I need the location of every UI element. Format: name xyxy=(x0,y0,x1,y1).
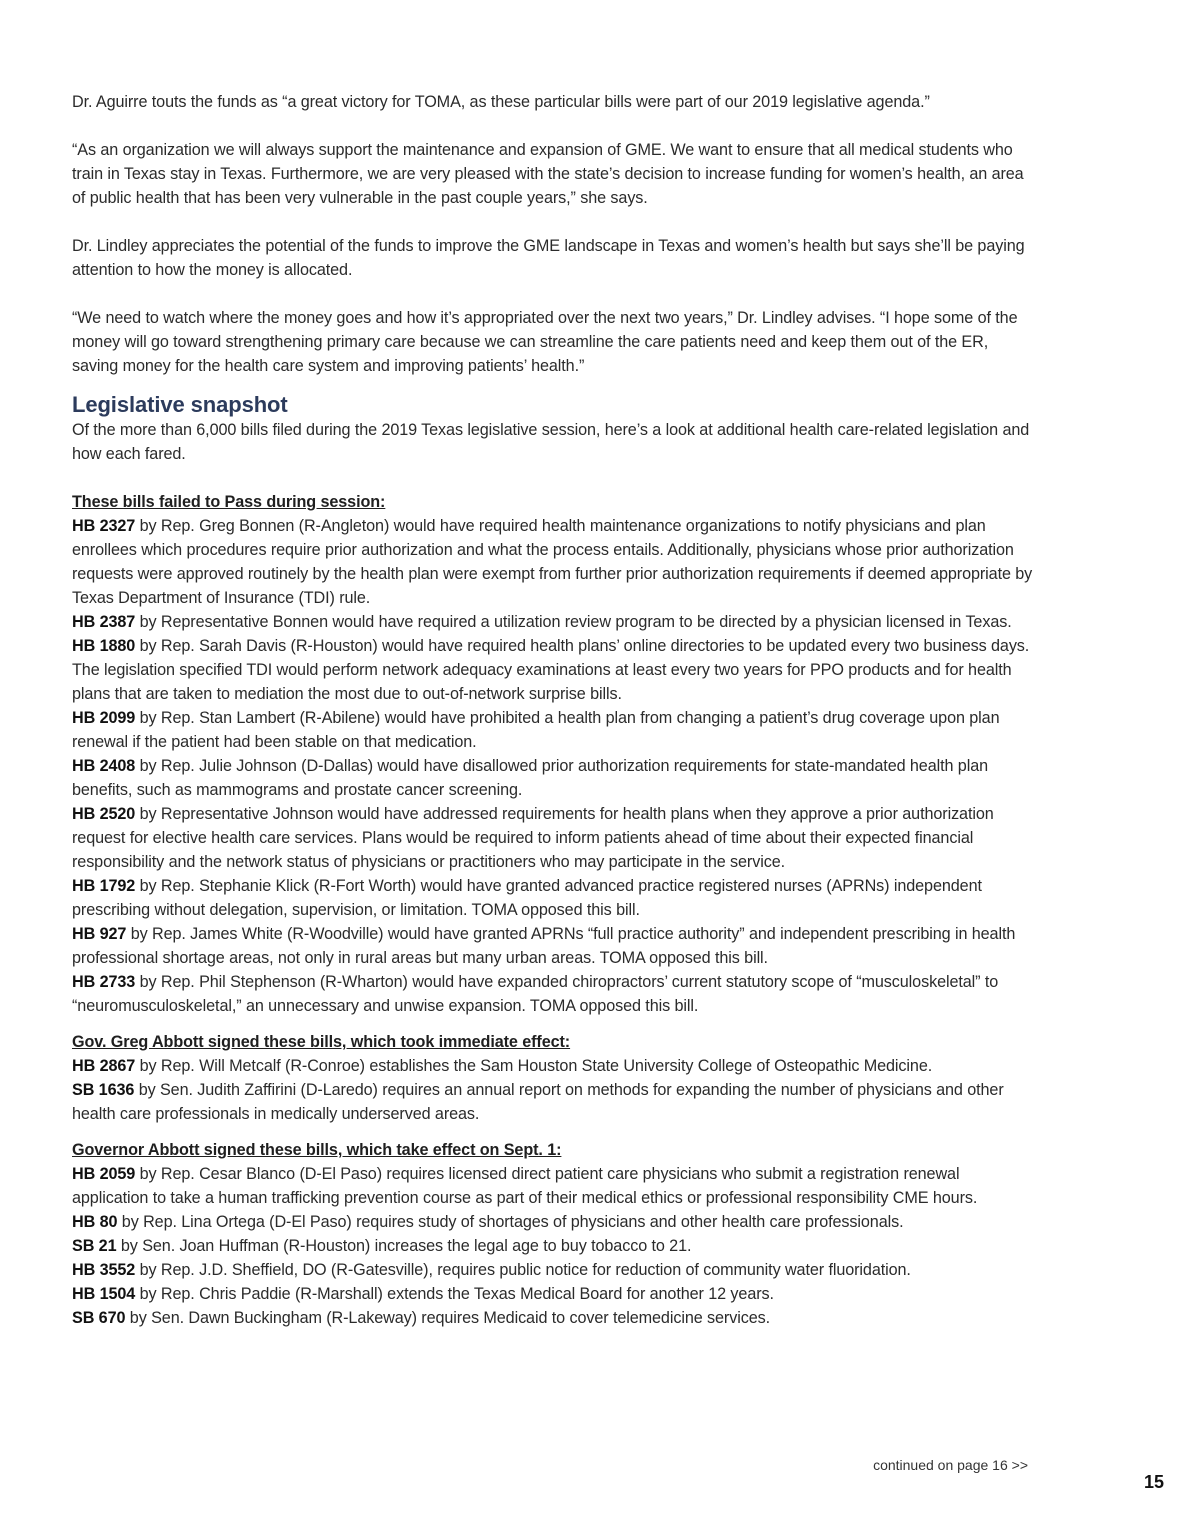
bill-description: by Rep. Lina Ortega (D-El Paso) requires study of shortages of physicians and other health care professionals. xyxy=(117,1213,904,1231)
bill-id: HB 2408 xyxy=(72,757,136,775)
bill-entry xyxy=(72,1054,1034,1078)
bill-description: by Rep. James White (R-Woodville) would have granted APRNs “full practice authority” and independent prescribing in health professional shortage areas, not only in rural areas but many urban areas. TOMA opposed this bill. xyxy=(72,925,1016,967)
bill-id: SB 21 xyxy=(72,1237,117,1255)
bill-description: by Rep. Stephanie Klick (R-Fort Worth) would have granted advanced practice registered nurses (APRNs) independent prescribing without delegation, supervision, or limitation. TOMA opposed this bill. xyxy=(72,877,982,919)
bill-id: HB 2520 xyxy=(72,805,136,823)
paragraph: Dr. Aguirre touts the funds as “a great victory for TOMA, as these particular bills were part of our 2019 legislative agenda.” xyxy=(72,93,930,111)
paragraph: “We need to watch where the money goes and how it’s appropriated over the next two years,” Dr. Lindley advises. “I hope some of the money will go toward strengthening primary care because we can streamline the care patients need and keep them out of the ER, saving money for the health care system and improving patients’ health.” xyxy=(72,309,1018,375)
bill-entry xyxy=(72,514,1034,610)
bill-entry xyxy=(72,874,1034,922)
group-heading-failed: These bills failed to Pass during session: xyxy=(72,493,386,511)
bill-id: HB 2867 xyxy=(72,1057,136,1075)
bill-description: by Rep. J.D. Sheffield, DO (R-Gatesville), requires public notice for reduction of community water fluoridation. xyxy=(135,1261,911,1279)
bill-id: HB 2059 xyxy=(72,1165,136,1183)
bill-description: by Representative Johnson would have addressed requirements for health plans when they approve a prior authorization request for elective health care services. Plans would be required to inform patients ahead of time about their expected financial responsibility and the network status of physicians or practitioners who may participate in the service. xyxy=(72,805,994,871)
bill-entry xyxy=(72,1210,1034,1234)
bill-id: HB 1880 xyxy=(72,637,136,655)
failed-bills-section xyxy=(72,490,1034,1018)
bill-entry xyxy=(72,1282,1034,1306)
bill-description: by Sen. Judith Zaffirini (D-Laredo) requires an annual report on methods for expanding the number of physicians and other health care professionals in medically underserved areas. xyxy=(72,1081,1004,1123)
bill-description: by Rep. Chris Paddie (R-Marshall) extends the Texas Medical Board for another 12 years. xyxy=(135,1285,774,1303)
bill-entry xyxy=(72,706,1034,754)
bill-id: HB 2099 xyxy=(72,709,136,727)
sept-bills-section xyxy=(72,1138,1034,1330)
section-intro: Of the more than 6,000 bills filed during the 2019 Texas legislative session, here’s a look at additional health care-related legislation and how each fared. xyxy=(72,421,1030,463)
bill-entry xyxy=(72,1234,1034,1258)
immediate-bills-section xyxy=(72,1030,1034,1126)
bill-id: HB 80 xyxy=(72,1213,118,1231)
bill-description: by Rep. Greg Bonnen (R-Angleton) would have required health maintenance organizations to notify physicians and plan enrollees which procedures require prior authorization and what the process entails. Additionally, physicians whose prior authorization requests were approved routinely by the health plan were exempt from further prior authorization requirements if deemed appropriate by Texas Department of Insurance (TDI) rule. xyxy=(72,517,1033,607)
bill-description: by Representative Bonnen would have required a utilization review program to be directed by a physician licensed in Texas. xyxy=(135,613,1012,631)
article-body xyxy=(72,90,1034,1330)
bill-list xyxy=(72,1054,1034,1126)
bill-id: HB 2733 xyxy=(72,973,136,991)
bill-description: by Rep. Will Metcalf (R-Conroe) establishes the Sam Houston State University College of Osteopathic Medicine. xyxy=(135,1057,933,1075)
page-number: 15 xyxy=(1143,1472,1164,1492)
bill-entry xyxy=(72,1162,1034,1210)
bill-description: by Rep. Sarah Davis (R-Houston) would have required health plans’ online directories to be updated every two business days. The legislation specified TDI would perform network adequacy examinations at least every two years for PPO products and for health plans that are taken to mediation the most due to out-of-network surprise bills. xyxy=(72,637,1030,703)
bill-list xyxy=(72,1162,1034,1330)
bill-description: by Rep. Stan Lambert (R-Abilene) would have prohibited a health plan from changing a patient’s drug coverage upon plan renewal if the patient had been stable on that medication. xyxy=(72,709,1000,751)
bill-entry xyxy=(72,970,1034,1018)
bill-id: SB 1636 xyxy=(72,1081,135,1099)
bill-id: HB 927 xyxy=(72,925,127,943)
bill-id: HB 1792 xyxy=(72,877,136,895)
bill-entry xyxy=(72,1306,1034,1330)
bill-entry xyxy=(72,1258,1034,1282)
bill-id: HB 2327 xyxy=(72,517,136,535)
bill-id: HB 3552 xyxy=(72,1261,136,1279)
bill-description: by Rep. Julie Johnson (D-Dallas) would have disallowed prior authorization requirements for state-mandated health plan benefits, such as mammograms and prostate cancer screening. xyxy=(72,757,988,799)
paragraph: Dr. Lindley appreciates the potential of the funds to improve the GME landscape in Texas and women’s health but says she’ll be paying attention to how the money is allocated. xyxy=(72,237,1025,279)
spacer xyxy=(72,466,1034,490)
bill-entry xyxy=(72,754,1034,802)
bill-entry xyxy=(72,610,1034,634)
bill-list xyxy=(72,514,1034,1018)
bill-description: by Sen. Dawn Buckingham (R-Lakeway) requires Medicaid to cover telemedicine services. xyxy=(125,1309,770,1327)
bill-description: by Rep. Cesar Blanco (D-El Paso) requires licensed direct patient care physicians who submit a registration renewal application to take a human trafficking prevention course as part of their medical ethics or professional responsibility CME hours. xyxy=(72,1165,978,1207)
bill-id: HB 1504 xyxy=(72,1285,136,1303)
continued-note: continued on page 16 >> xyxy=(873,1457,1028,1473)
bill-description: by Sen. Joan Huffman (R-Houston) increases the legal age to buy tobacco to 21. xyxy=(116,1237,692,1255)
section-heading: Legislative snapshot xyxy=(72,392,288,417)
paragraph: “As an organization we will always support the maintenance and expansion of GME. We want to ensure that all medical students who train in Texas stay in Texas. Furthermore, we are very pleased with the state’s decision to increase funding for women’s health, an area of public health that has been very vulnerable in the past couple years,” she says. xyxy=(72,141,1024,207)
bill-id: SB 670 xyxy=(72,1309,126,1327)
bill-id: HB 2387 xyxy=(72,613,136,631)
bill-entry xyxy=(72,1078,1034,1126)
bill-entry xyxy=(72,802,1034,874)
bill-description: by Rep. Phil Stephenson (R-Wharton) would have expanded chiropractors’ current statutory scope of “musculoskeletal” to “neuromusculoskeletal,” an unnecessary and unwise expansion. TOMA opposed this bill. xyxy=(72,973,999,1015)
bill-entry xyxy=(72,634,1034,706)
group-heading-immediate: Gov. Greg Abbott signed these bills, which took immediate effect: xyxy=(72,1033,571,1051)
group-heading-sept: Governor Abbott signed these bills, which take effect on Sept. 1: xyxy=(72,1141,562,1159)
bill-entry xyxy=(72,922,1034,970)
